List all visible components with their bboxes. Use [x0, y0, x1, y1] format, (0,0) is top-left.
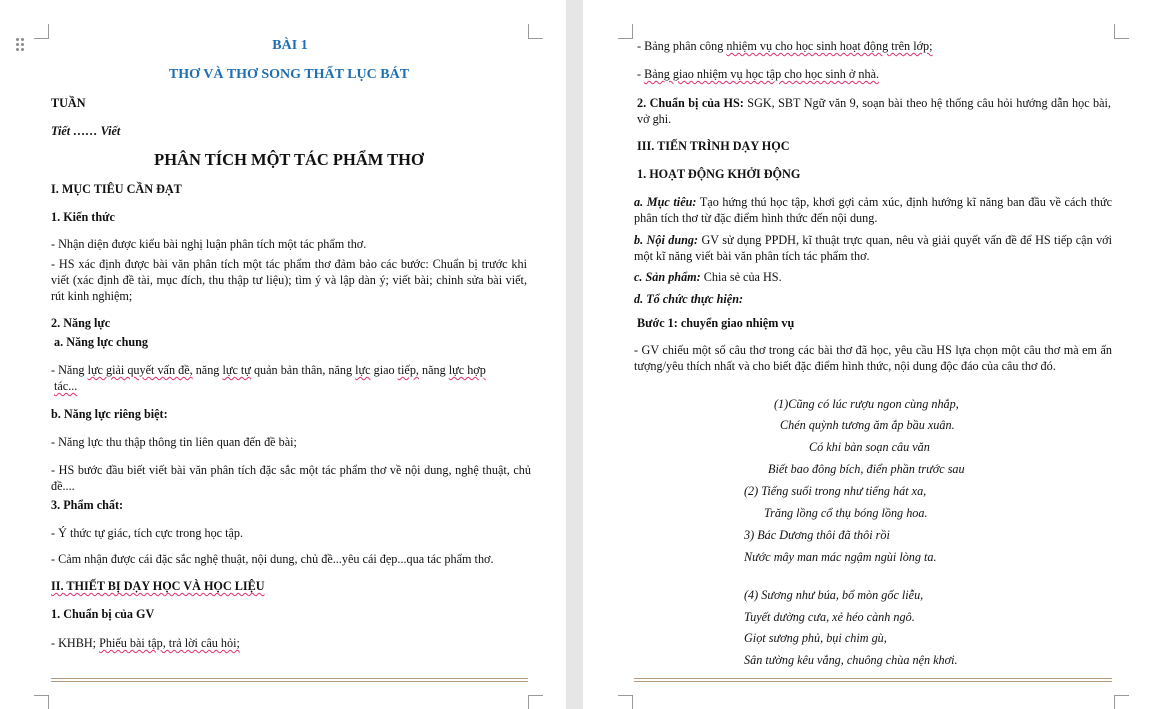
paragraph: - HS bước đầu biết viết bài văn phân tích đặc sắc một tác phẩm thơ về nội dung, nghệ thuật, chủ đề....: [51, 463, 531, 493]
lesson-number: BÀI 1: [272, 38, 308, 53]
spellcheck-text: nhiệm vụ cho học sinh hoạt động trên lớp;: [726, 39, 933, 53]
text-run: quản bản thân, năng: [250, 363, 356, 377]
poem-line: Trăng lồng cổ thụ bóng lồng hoa.: [764, 506, 928, 520]
text-run: Chia sẻ của HS.: [700, 270, 782, 284]
inline-label: b. Nội dung:: [634, 233, 699, 247]
footer-rule: [634, 678, 1112, 679]
spellcheck-text: Bảng giao nhiệm vụ học tập cho học sinh ở nhà.: [644, 67, 880, 81]
spellcheck-text: II. THIẾT BỊ DẠY HỌC VÀ HỌC LIỆU: [51, 579, 265, 593]
text-run: -: [637, 67, 645, 81]
paragraph: - GV chiếu một số câu thơ trong các bài thơ đã học, yêu cầu HS lựa chọn một câu thơ mà em ấn tượng/yêu thích nhất và cho biết đặc điểm hình thức, nội dung độc đáo của câu thơ đó.: [634, 343, 1112, 373]
subsection-heading: 1. Chuẩn bị của GV: [51, 607, 155, 621]
subsection-heading: a. Năng lực chung: [54, 335, 148, 349]
text-run: - Bảng phân công: [637, 39, 727, 53]
paragraph: - Cảm nhận được cái đặc sắc nghệ thuật, nội dung, chủ đề...yêu cái đẹp...qua tác phẩm thơ.: [51, 552, 494, 566]
paragraph: - Năng lực thu thập thông tin liên quan đến đề bài;: [51, 435, 297, 449]
spellcheck-text: lực: [355, 363, 371, 377]
text-run: Tạo hứng thú học tập, khơi gợi cảm xúc, định hướng kĩ năng ban đầu về cách thức phân tích thơ từ đặc điểm hình thức đến nội dung.: [634, 195, 1112, 225]
paragraph: - HS xác định được bài văn phân tích một tác phẩm thơ đảm bảo các bước: Chuẩn bị trước khi viết (xác định đề tài, mục đích, thu thập tư liệu); tìm ý và lập dàn ý; viết bài; chỉnh sửa bài viết, rút kinh nghiệm;: [51, 257, 527, 303]
spellcheck-text: lực giải quyết vấn đề,: [87, 363, 193, 377]
spellcheck-text: tác...: [54, 379, 78, 393]
paragraph: [51, 636, 240, 651]
subsection-heading: d. Tổ chức thực hiện:: [634, 292, 744, 306]
footer-rule: [51, 681, 528, 682]
margin-corner-mark: [1114, 695, 1129, 709]
footer-rule: [634, 681, 1112, 682]
paragraph: [634, 194, 1112, 226]
inline-label: 2. Chuẩn bị của HS:: [637, 96, 744, 110]
document-page-right: [583, 0, 1151, 709]
subsection-heading: 1. Kiến thức: [51, 210, 115, 224]
margin-corner-mark: [528, 24, 543, 39]
margin-corner-mark: [34, 695, 49, 709]
document-page-left: [0, 0, 566, 709]
subsection-heading: 2. Năng lực: [51, 316, 111, 330]
week-label: TUẦN: [51, 96, 86, 110]
spellcheck-text: Phiếu bài tập, trả lời câu hỏi;: [99, 636, 240, 650]
section-heading: [51, 579, 265, 594]
poem-line: (2) Tiếng suối trong như tiếng hát xa,: [744, 484, 927, 498]
paragraph: [51, 363, 486, 378]
unit-title: THƠ VÀ THƠ SONG THẤT LỤC BÁT: [168, 67, 410, 82]
poem-line: (4) Sương như búa, bổ mòn gốc liễu,: [744, 588, 924, 602]
section-heading: III. TIẾN TRÌNH DẠY HỌC: [637, 139, 790, 153]
spellcheck-text: tiếp,: [397, 363, 419, 377]
poem-line: Sân tường kêu vắng, chuông chùa nện khơi.: [744, 653, 958, 667]
spellcheck-text: lực tự: [222, 363, 251, 377]
paragraph: [634, 270, 782, 285]
poem-line: Giọt sương phủ, bụi chim gù,: [744, 631, 887, 645]
inline-label: c. Sản phẩm:: [634, 270, 701, 284]
text-run: - Năng: [51, 363, 88, 377]
margin-corner-mark: [618, 695, 633, 709]
text-run: giao: [370, 363, 398, 377]
text-run: SGK, SBT Ngữ văn 9, soạn bài theo hệ thống câu hỏi hướng dẫn học bài, vở ghi.: [637, 96, 1111, 126]
paragraph: - Ý thức tự giác, tích cực trong học tập.: [51, 526, 244, 540]
poem-line: (1)Cũng có lúc rượu ngon cùng nhắp,: [774, 397, 959, 411]
margin-corner-mark: [1114, 24, 1129, 39]
subsection-heading: 3. Phẩm chất:: [51, 498, 124, 512]
subsection-heading: 1. HOẠT ĐỘNG KHỞI ĐỘNG: [637, 167, 801, 181]
margin-corner-mark: [528, 695, 543, 709]
spellcheck-text: lực hợp: [448, 363, 486, 377]
inline-label: a. Mục tiêu:: [634, 195, 697, 209]
poem-line: Có khi bàn soạn câu văn: [809, 440, 930, 454]
footer-rule: [51, 678, 528, 679]
poem-line: 3) Bác Dương thôi đã thôi rồi: [744, 528, 890, 542]
text-run: - KHBH;: [51, 636, 100, 650]
text-run: GV sử dụng PPDH, kĩ thuật trực quan, nêu và giải quyết vấn đề để HS tiếp cận với một kĩ năng viết bài văn phân tích tác phẩm thơ.: [634, 233, 1112, 263]
subsection-heading: b. Năng lực riêng biệt:: [51, 407, 168, 421]
margin-corner-mark: [618, 24, 633, 39]
paragraph: [637, 67, 879, 82]
paragraph: [54, 379, 77, 394]
section-heading: I. MỤC TIÊU CẦN ĐẠT: [51, 182, 182, 196]
period-label: Tiết …… Viết: [51, 124, 121, 138]
paragraph: [637, 95, 1111, 127]
paragraph: [634, 232, 1112, 264]
margin-corner-mark: [34, 24, 49, 39]
poem-line: Nước mây man mác ngậm ngùi lòng ta.: [744, 550, 937, 564]
paragraph: - Nhận diện được kiểu bài nghị luận phân tích một tác phẩm thơ.: [51, 237, 367, 251]
paragraph: [637, 39, 933, 54]
step-heading: Bước 1: chuyển giao nhiệm vụ: [637, 316, 795, 330]
text-run: năng: [192, 363, 223, 377]
poem-line: Tuyết dường cưa, xẻ héo cành ngô.: [744, 610, 915, 624]
poem-line: Chén quỳnh tương ăm ắp bầu xuân.: [780, 418, 955, 432]
main-title: PHÂN TÍCH MỘT TÁC PHẨM THƠ: [154, 150, 424, 169]
poem-line: Biết bao đông bích, điển phần trước sau: [768, 462, 965, 476]
text-run: năng: [418, 363, 449, 377]
